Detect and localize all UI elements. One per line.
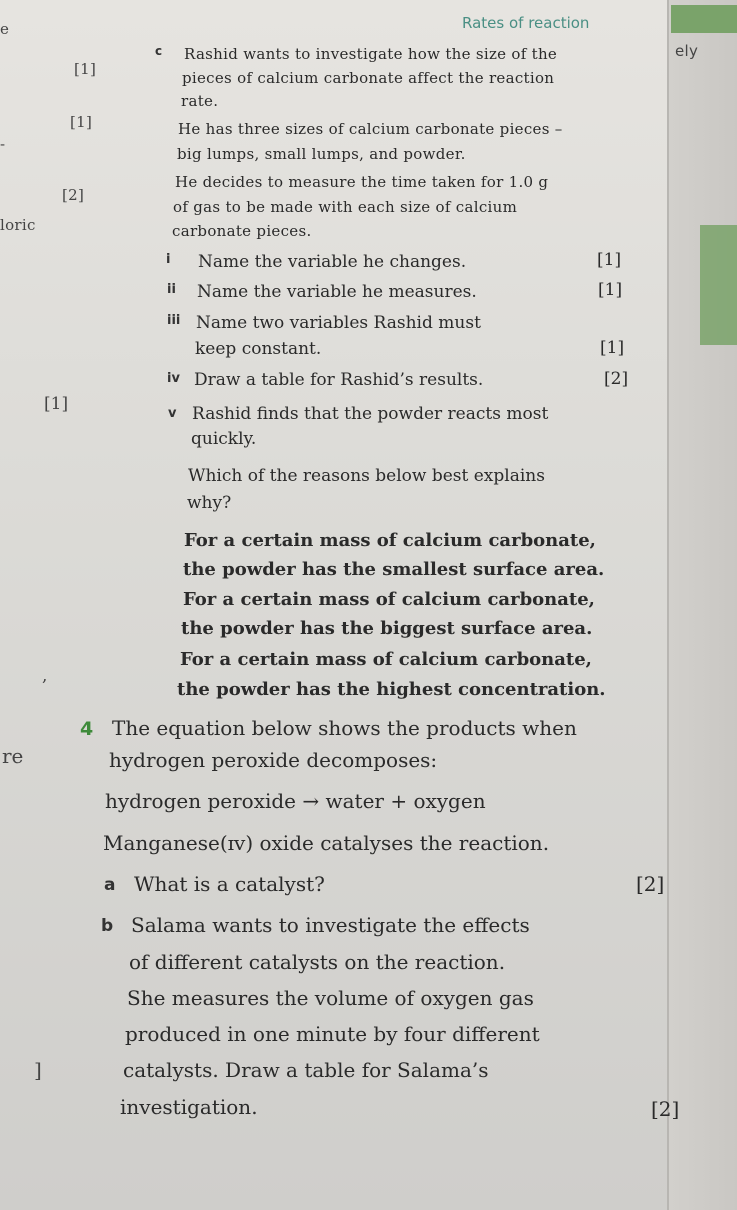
running-header: Rates of reaction [462,14,590,32]
option-1-line-1: For a certain mass of calcium carbonate, [184,530,596,551]
subpart-iv-marks: [2] [604,369,629,389]
q4b-line-2: of different catalysts on the reaction. [129,950,506,974]
margin-comma: , [42,666,48,686]
margin-word-loric: loric [0,216,36,234]
q4b-marks: [2] [651,1097,680,1121]
margin-marks-2: [1] [70,113,93,131]
q3c-line-4: He has three sizes of calcium carbonate pieces – [178,120,563,138]
margin-word-re: re [2,744,24,768]
subpart-num-iv: iv [167,371,180,386]
subpart-num-i: i [166,252,171,267]
subpart-v-text-2: quickly. [191,429,257,449]
q3c-line-5: big lumps, small lumps, and powder. [177,145,466,163]
margin-marks-3: [2] [62,186,85,204]
next-page-edge [669,0,737,1210]
question-number-4: 4 [80,718,94,740]
green-tab-top [671,5,737,33]
q4a-text: What is a catalyst? [134,872,325,896]
option-3-line-1: For a certain mass of calcium carbonate, [180,649,592,670]
option-1-line-2: the powder has the smallest surface area. [183,559,605,580]
q4a-marks: [2] [636,872,665,896]
subpart-iv-text: Draw a table for Rashid’s results. [194,370,484,390]
subpart-v-text-1: Rashid finds that the powder reacts most [192,404,549,424]
q3c-line-7: of gas to be made with each size of calcium [173,198,518,216]
green-tab-side [700,225,737,345]
margin-marks-4: [1] [44,394,69,414]
part-letter-a: a [104,875,116,895]
q3c-line-6: He decides to measure the time taken for 1.0 g [175,173,549,191]
which-reason-1: Which of the reasons below best explains [188,466,545,486]
subpart-ii-text: Name the variable he measures. [197,282,477,302]
q3c-line-2: pieces of calcium carbonate affect the reaction [182,69,555,87]
q4-equation: hydrogen peroxide → water + oxygen [105,789,486,813]
q3c-line-1: Rashid wants to investigate how the size of the [184,45,558,63]
subpart-iii-text-1: Name two variables Rashid must [196,313,481,333]
right-margin-word-ely: ely [675,42,699,60]
q4b-line-3: She measures the volume of oxygen gas [127,986,534,1010]
subpart-ii-marks: [1] [598,280,623,300]
subpart-num-v: v [168,406,177,421]
q3c-line-3: rate. [181,92,219,110]
q4b-line-6: investigation. [120,1095,258,1119]
margin-dash: - [0,135,6,153]
option-2-line-2: the powder has the biggest surface area. [181,618,593,639]
margin-letter-e: e [0,20,10,38]
option-2-line-1: For a certain mass of calcium carbonate, [183,589,595,610]
margin-bracket: ] [34,1058,42,1082]
subpart-iii-marks: [1] [600,338,625,358]
q4-intro-1: The equation below shows the products when [112,716,577,740]
margin-marks-1: [1] [74,60,97,78]
q3c-line-8: carbonate pieces. [172,222,312,240]
part-letter-c: c [155,44,163,58]
q4b-line-1: Salama wants to investigate the effects [131,913,530,937]
subpart-num-ii: ii [167,282,176,297]
subpart-iii-text-2: keep constant. [195,339,322,359]
option-3-line-2: the powder has the highest concentration. [177,679,606,700]
q4-catalyst-line: Manganese(ɪv) oxide catalyses the reaction. [103,831,550,855]
q4b-line-5: catalysts. Draw a table for Salama’s [123,1058,489,1082]
q4b-line-4: produced in one minute by four different [125,1022,540,1046]
subpart-num-iii: iii [167,313,181,328]
q4-intro-2: hydrogen peroxide decomposes: [109,748,438,772]
subpart-i-marks: [1] [597,250,622,270]
subpart-i-text: Name the variable he changes. [198,252,467,272]
which-reason-2: why? [187,493,232,513]
part-letter-b: b [101,916,114,936]
